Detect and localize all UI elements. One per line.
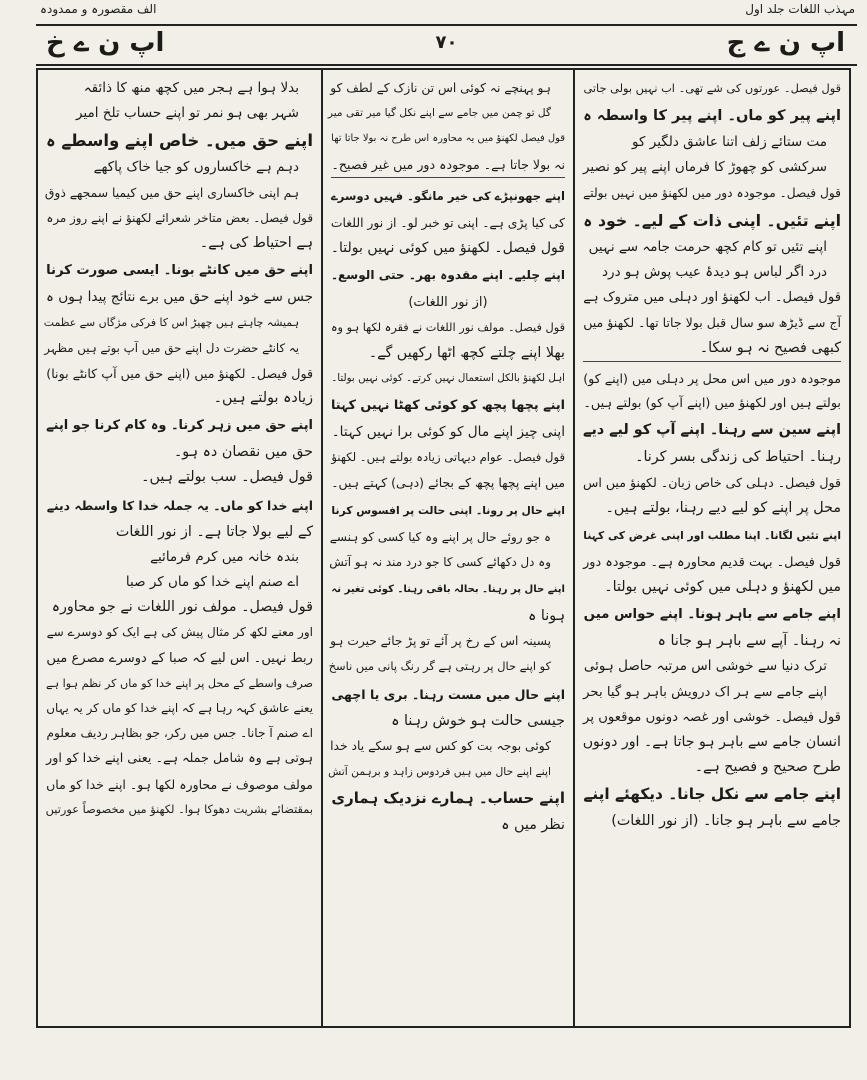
verse-line: اے صنم اپنے خدا کو ماں کر صبا: [125, 574, 299, 591]
text-frame: [36, 68, 851, 1028]
verse-line: ہو پہنچے نہ کوئی اس تن نازک کے لطف کو: [330, 81, 551, 95]
entry-headword-line: اپنے جامے سے نکل جانا۔ دیکھئے اپنے: [583, 785, 841, 804]
text-line: نظر میں ہ: [501, 817, 565, 834]
text-line: کے لیے بولا جاتا ہے۔ از نور اللغات: [115, 523, 313, 540]
entry-headword-line: اپنے جامے سے باہر ہونا۔ اپنے حواس میں: [583, 607, 841, 623]
text-line: قول فیصل لکھنؤ میں یہ محاورہ اس طرح نہ بولا جاتا تھا: [331, 133, 565, 145]
verse-line: پسینہ اس کے رخ پر آئے تو پڑ جائے حیرت ہو: [330, 634, 551, 649]
text-line: آج سے ڈیڑھ سو سال قبل بولا جاتا تھا۔ لکھنؤ میں: [583, 315, 841, 331]
text-line: زیادہ بولتے ہیں۔: [213, 390, 313, 407]
text-line: نہ رہنا۔ آپے سے باہر ہو جانا ہ: [657, 633, 841, 650]
text-line: قول فیصل۔ سب بولتے ہیں۔: [141, 469, 313, 486]
text-line: میں اپنے پچھا پچھ کے بجائے (دہی) کہتے ہیں۔: [331, 475, 565, 491]
text-line: اور معنے لکھ کر مثال پیش کی ہے ایک کو دوسرے سے: [46, 625, 313, 640]
entry-headword-line: اپنے حال پر رہنا۔ بحالہ باقی رہنا۔ کوئی تغیر نہ: [331, 584, 565, 596]
verse-line: ترک دنیا سے خوشی اس مرتبہ حاصل ہوئی: [583, 658, 827, 675]
verse-line: اپنے اپنے حال میں ہیں فردوس زاہد و برہمن آتش: [328, 765, 551, 779]
entry-headword-line: اپنے سین سے رہنا۔ اپنے آپ کو لیے دیے: [583, 422, 841, 439]
verse-line: اپنے جامے سے ہر اک درویش باہر ہو گیا بحر: [583, 684, 827, 700]
verse-line: ہمیشہ چاہتے ہیں چھیڑ اس کا فرکی مژگاں سے عظمت: [43, 316, 299, 330]
verse-line: کوئی بوجہ بت کو کس سے ہو سکے یاد خدا: [330, 738, 551, 753]
entry-range-right: اپ ن ے ج: [726, 28, 845, 58]
verse-line: درد اگر لباس ہو دیدۂ عیب پوش ہو درد: [602, 264, 827, 281]
entry-headword-line: اپنے چلیے۔ اپنے مقدوہ بھر۔ حتی الوسع۔: [330, 268, 565, 283]
verse-line: گل تو چمن میں جامے سے اپنے نکل گیا میر تقی میر: [327, 107, 551, 120]
entry-headword-line: اپنے پیر کو ماں۔ اپنے پیر کا واسطہ ہ: [583, 107, 841, 125]
verse-line: سرکشی کو چھوڑ کا فرماں اپنے پیر کو نصیر: [582, 160, 827, 176]
entry-headword-line: اپنے حق میں زہر کرنا۔ وہ کام کرنا جو اپنے: [46, 418, 313, 434]
entry-headword-line: اپنے تئیں۔ اپنی ذات کے لیے۔ خود ہ: [583, 210, 841, 230]
text-line: قول فیصل۔ عورتوں کی شے تھی۔ اب نہیں بولی جاتی: [583, 81, 841, 95]
text-line: جامے سے باہر ہو جانا۔ (از نور اللغات): [611, 813, 841, 830]
entry-headword-line: اپنے خدا کو ماں۔ یہ جملہ خدا کا واسطہ دینے: [46, 497, 313, 513]
text-line: قول فیصل۔ بہت قدیم محاورہ ہے۔ موجودہ دور: [583, 554, 841, 570]
page-number: ۷۰: [435, 32, 458, 53]
column-right: [573, 70, 849, 1026]
text-line: قول فیصل۔ مولف نور اللغات نے جو محاورہ: [51, 599, 313, 616]
verse-line: شہر بھی ہو نمر تو اپنے حساب تلخ امیر: [75, 105, 299, 122]
column-middle: [321, 70, 573, 1026]
entry-headword-line: اپنے حق میں۔ خاص اپنے واسطے ہ: [45, 131, 313, 151]
entry-headword-line: اپنے پچھا پچھ کو کوئی کھٹا نہیں کہتا: [331, 398, 565, 414]
text-line: کبھی فصیح نہ ہو سکا۔: [583, 336, 841, 362]
verse-line: بندہ خانہ میں کرم فرمائیے: [150, 548, 299, 565]
text-line: رہنا۔ احتیاط کی زندگی بسر کرنا۔: [635, 449, 841, 466]
text-line: قول فیصل۔ لکھنؤ میں کوئی نہیں بولتا۔: [330, 240, 565, 257]
text-line: قول فیصل۔ مولف نور اللغات نے فقرہ لکھا ہو وہ: [330, 320, 565, 335]
text-line: ہوتی ہے وہ شامل جملہ ہے۔ یعنی اپنے خدا کو اور: [46, 751, 313, 767]
entry-range-left: اپ ن ے خ: [46, 28, 165, 58]
title-rule: [36, 64, 857, 66]
running-head-right: مہذب اللغات جلد اول: [745, 2, 855, 16]
entry-headword-line: اپنے جھونپڑے کی خیر مانگو۔ فہیں دوسرے: [330, 188, 565, 203]
text-line: میں لکھنؤ و دہلی میں کوئی نہیں بولتا۔: [604, 579, 841, 596]
text-line: یعنے عاشق کہہ رہا ہے کہ اپنے خدا کو ماں کر یہ یہاں: [46, 701, 313, 716]
entry-headword-line: اپنے حال پر رونا۔ اپنی حالت پر افسوس کرنا: [331, 503, 565, 517]
text-line: ہونا ہ: [527, 608, 565, 625]
verse-line: ہم اپنی خاکساری اپنے حق میں کیمیا سمجھے ذوق: [44, 185, 299, 200]
text-line: قول فیصل۔ خوشی اور غصہ دونوں موقعوں پر: [583, 709, 841, 725]
text-line: اہل لکھنؤ بالکل استعمال نہیں کرتے۔ کوئی نہیں بولتا۔: [331, 371, 565, 384]
entry-headword-line: اپنے حال میں مست رہنا۔ بری یا اچھی: [331, 686, 565, 702]
text-line: ہے احتیاط کی ہے۔: [199, 235, 313, 252]
text-line: قول فیصل۔ عوام دیہاتی زیادہ بولتے ہیں۔ لکھنؤ: [331, 450, 565, 465]
text-line: بمقتضائے بشریت دھوکا ہوا۔ لکھنؤ میں مخصوصاً عورتیں: [45, 801, 313, 816]
text-line: محل پر اپنے کو لیے دیے رہنا، بولتے ہیں۔: [605, 499, 841, 516]
verse-line: کو اپنے حال پر رہتی ہے گر رنگ پانی میں ناسخ: [328, 659, 551, 674]
entry-headword-line: اپنے تئیں لگانا۔ اپنا مطلب اور اپنی غرض کی کہنا: [583, 528, 841, 542]
running-head-left: الف مقصورہ و ممدودہ: [40, 2, 157, 16]
verse-line: یہ کانٹے حضرت دل اپنے حق میں آپ بوتے ہیں مظہر: [44, 340, 299, 355]
column-left: [38, 70, 321, 1026]
text-line: انسان جامے سے باہر ہو جاتا ہے۔ اور دونوں: [582, 734, 841, 751]
verse-line: ہ جو روئے حال پر اپنے وہ کیا کسی کو ہنسے: [329, 529, 551, 544]
title-row: [36, 28, 857, 64]
text-line: صرف واسطے کے محل پر اپنے خدا کو ماں کر نظم ہوا ہے: [46, 676, 313, 690]
text-line: کی کیا پڑی ہے۔ اپنی تو خبر لو۔ از نور اللغات: [330, 215, 565, 230]
verse-line: بدلا ہوا ہے ہجر میں کچھ منھ کا ذائقہ: [83, 80, 299, 96]
text-line: موجودہ دور میں اس محل پر دہلی میں (اپنے کو): [583, 370, 841, 386]
text-line: بولتے ہیں اور لکھنؤ میں (اپنے آپ کو) بولتے ہیں۔: [583, 396, 841, 412]
text-line: ربط نہیں۔ اس لیے کہ صبا کے دوسرے مصرع میں: [46, 650, 313, 666]
text-line: بھلا اپنے چلتے کچھ اٹھا رکھیں گے۔: [368, 344, 565, 361]
text-line: قول فیصل۔ بعض متاخر شعرائے لکھنؤ نے اپنے روز مرہ: [46, 210, 313, 225]
entry-headword-line: اپنے حق میں کانٹے بونا۔ ایسی صورت کرنا: [46, 263, 313, 279]
header-rule: [36, 24, 857, 26]
verse-line: مت ستائے زلف اتنا عاشق دلگیر کو: [632, 134, 827, 151]
text-line: قول فیصل۔ لکھنؤ میں (اپنے حق میں آپ کانٹے بونا): [46, 365, 313, 381]
text-line: مولف موصوف نے محاورہ لکھا ہو۔ اپنے خدا کو ماں: [46, 776, 313, 792]
verse-line: دہم ہے خاکساروں کو جیا خاک پاکھے: [93, 159, 299, 176]
text-line: جیسی حالت ہو خوش رہنا ہ: [391, 712, 565, 729]
text-line: قول فیصل۔ موجودہ دور میں لکھنؤ میں نہیں بولتے: [583, 185, 841, 200]
text-line: اپنی چیز اپنے مال کو کوئی برا نہیں کہتا۔: [331, 424, 565, 441]
verse-line: وہ دل دکھائے کسی کا جو درد مند نہ ہو آتش: [329, 554, 551, 569]
text-line: قول فیصل۔ اب لکھنؤ اور دہلی میں متروک ہے: [583, 290, 841, 306]
text-line: جس سے خود اپنے حق میں برے نتائج پیدا ہوں ہ: [45, 289, 313, 306]
entry-headword-line: اپنے حساب۔ ہمارے نزدیک ہماری: [331, 789, 565, 808]
text-line: قول فیصل۔ دہلی کی خاص زبان۔ لکھنؤ میں اس: [583, 475, 841, 491]
text-line: حق میں نقصان دہ ہو۔: [173, 444, 313, 461]
text-line: اے صنم آ جانا۔ جس میں رکر، جو بظاہر ردیف معلوم: [46, 726, 313, 741]
text-line: طرح صحیح و فصیح ہے۔: [694, 759, 841, 776]
text-line: (از نور اللغات): [408, 295, 488, 311]
text-line: نہ بولا جاتا ہے۔ موجودہ دور میں غیر فصیح۔: [331, 152, 565, 178]
verse-line: اپنے تئیں تو کام کچھ حرمت جامہ سے نہیں: [588, 238, 827, 255]
